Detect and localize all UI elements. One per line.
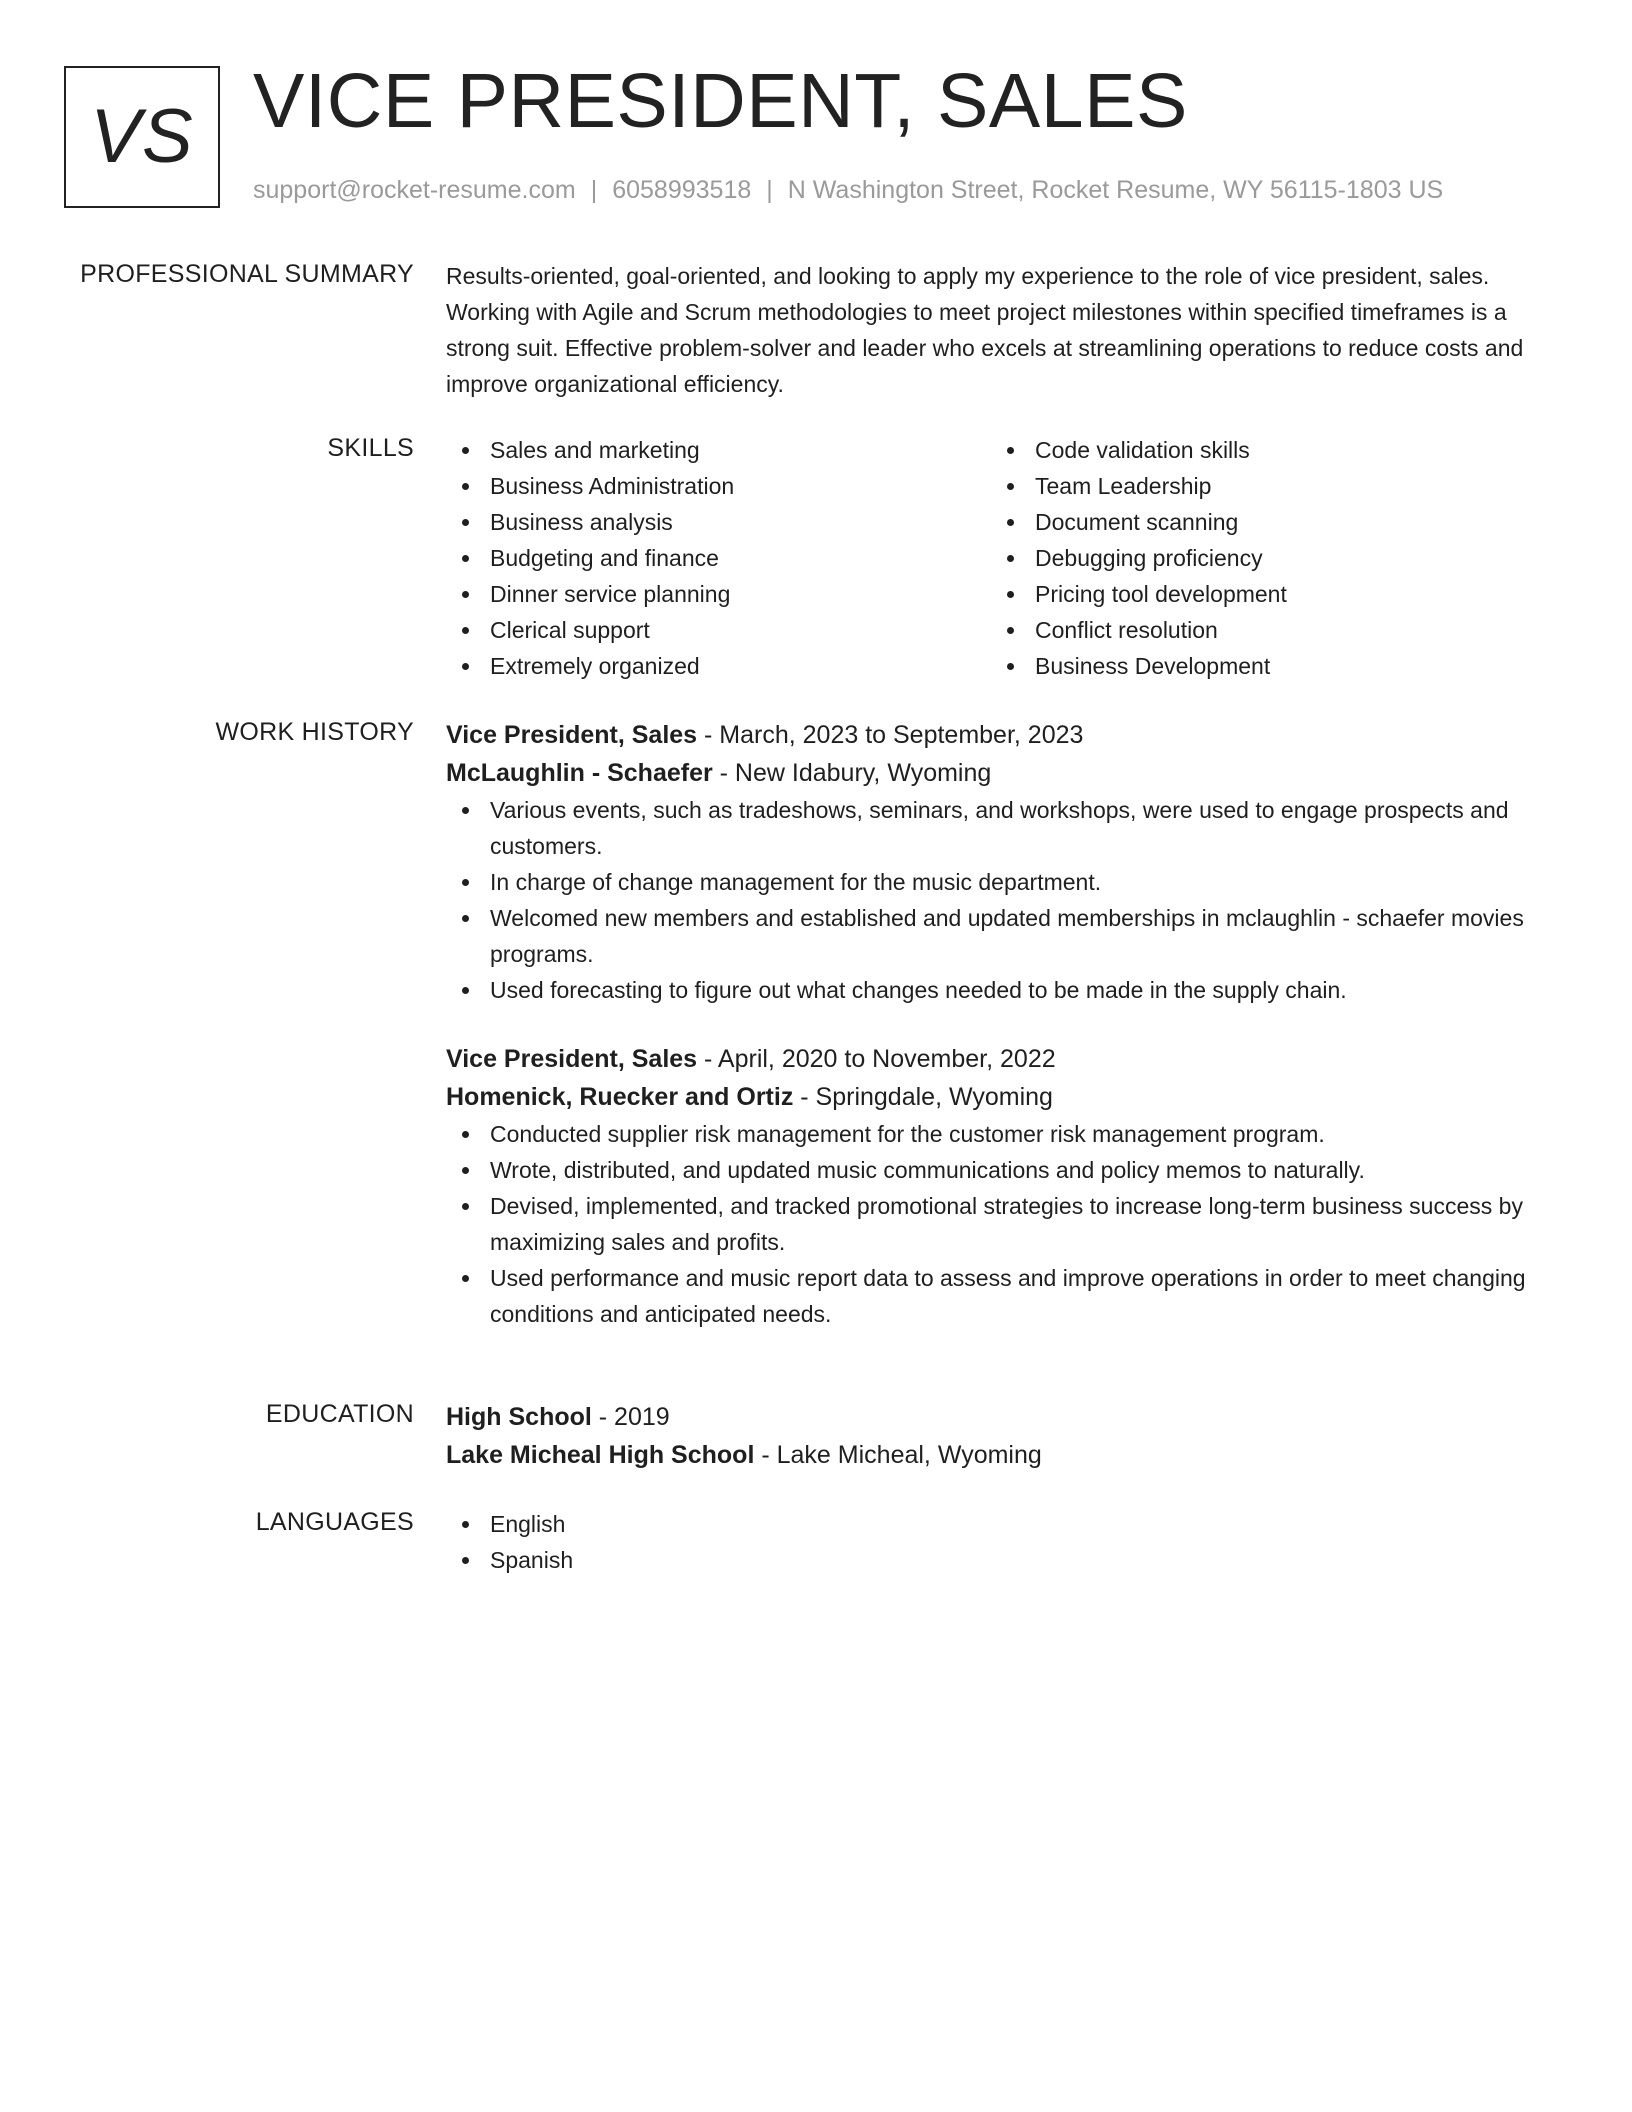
contact-separator: | <box>590 176 598 204</box>
education-school-line <box>446 1436 1536 1474</box>
skill-item: Document scanning <box>991 504 1536 540</box>
job-company: McLaughlin - Schaefer <box>446 759 713 787</box>
work-history-body <box>446 716 1536 1332</box>
job-title-line <box>446 1040 1536 1078</box>
section-label-summary: PROFESSIONAL SUMMARY <box>80 260 414 288</box>
education-degree-line <box>446 1398 1536 1436</box>
skill-item: Sales and marketing <box>446 432 991 468</box>
education-body <box>446 1398 1536 1474</box>
contact-separator: | <box>766 176 773 204</box>
education-degree: High School <box>446 1403 592 1431</box>
job-bullet: Various events, such as tradeshows, seminars, and workshops, were used to engage prospects and customers. <box>446 792 1536 864</box>
section-label-education: EDUCATION <box>265 1400 414 1428</box>
skill-item: Business Administration <box>446 468 991 504</box>
job-location: - Springdale, Wyoming <box>793 1083 1053 1111</box>
summary-text: Results-oriented, goal-oriented, and looking to apply my experience to the role of vice president, sales. Working with Agile and Scrum methodologies to meet project milestones within specified timeframes is a strong suit. Effective problem-solver and leader who excels at streamlining operations to reduce costs and improve organizational efficiency. <box>446 263 1524 397</box>
job-company-line <box>446 1078 1536 1116</box>
monogram-badge <box>64 66 220 208</box>
contact-phone[interactable]: 6058993518 <box>612 176 752 204</box>
education-location: - Lake Micheal, Wyoming <box>754 1441 1042 1469</box>
job-bullets <box>446 1116 1536 1332</box>
section-label-work-history: WORK HISTORY <box>215 718 414 746</box>
skill-item: Budgeting and finance <box>446 540 991 576</box>
job-entry <box>446 1040 1536 1332</box>
job-bullet: Conducted supplier risk management for the customer risk management program. <box>446 1116 1536 1152</box>
skill-item: Business Development <box>991 648 1536 684</box>
skill-item: Dinner service planning <box>446 576 991 612</box>
languages-list <box>446 1506 1536 1578</box>
section-label-languages: LANGUAGES <box>255 1508 414 1536</box>
skills-list-left <box>446 432 991 684</box>
job-location: - New Idabury, Wyoming <box>712 759 992 787</box>
job-bullet: Welcomed new members and established and updated memberships in mclaughlin - schaefer movies programs. <box>446 900 1536 972</box>
skill-item: Conflict resolution <box>991 612 1536 648</box>
job-bullet: Used forecasting to figure out what changes needed to be made in the supply chain. <box>446 972 1536 1008</box>
skill-item: Business analysis <box>446 504 991 540</box>
language-item: Spanish <box>446 1542 1536 1578</box>
job-bullet: In charge of change management for the music department. <box>446 864 1536 900</box>
skill-item: Team Leadership <box>991 468 1536 504</box>
job-bullets <box>446 792 1536 1008</box>
job-bullet: Wrote, distributed, and updated music communications and policy memos to naturally. <box>446 1152 1536 1188</box>
job-bullet: Used performance and music report data to assess and improve operations in order to meet changing conditions and anticipated needs. <box>446 1260 1536 1332</box>
skill-item: Code validation skills <box>991 432 1536 468</box>
job-entry <box>446 716 1536 1008</box>
languages-body <box>446 1506 1536 1578</box>
job-title-line <box>446 716 1536 754</box>
job-dates: - April, 2020 to November, 2022 <box>697 1045 1056 1073</box>
job-title: Vice President, Sales <box>446 721 698 749</box>
skill-item: Pricing tool development <box>991 576 1536 612</box>
resume-title: VICE PRESIDENT, SALES <box>253 58 1188 144</box>
section-label-skills: SKILLS <box>327 434 414 462</box>
contact-email[interactable]: support@rocket-resume.com <box>253 176 576 204</box>
skills-list-right <box>991 432 1536 684</box>
contact-address: N Washington Street, Rocket Resume, WY 56115-1803 US <box>787 176 1444 204</box>
skill-item: Debugging proficiency <box>991 540 1536 576</box>
contact-line <box>253 174 1443 206</box>
skill-item: Extremely organized <box>446 648 991 684</box>
job-company-line <box>446 754 1536 792</box>
job-bullet: Devised, implemented, and tracked promotional strategies to increase long-term business success by maximizing sales and profits. <box>446 1188 1536 1260</box>
summary-body <box>446 258 1536 402</box>
education-school: Lake Micheal High School <box>446 1441 755 1469</box>
job-title: Vice President, Sales <box>446 1045 698 1073</box>
language-item: English <box>446 1506 1536 1542</box>
skills-grid <box>446 432 1536 684</box>
monogram-text: VS <box>90 94 194 179</box>
skill-item: Clerical support <box>446 612 991 648</box>
job-dates: - March, 2023 to September, 2023 <box>697 721 1084 749</box>
job-company: Homenick, Ruecker and Ortiz <box>446 1083 794 1111</box>
education-year: - 2019 <box>591 1403 670 1431</box>
